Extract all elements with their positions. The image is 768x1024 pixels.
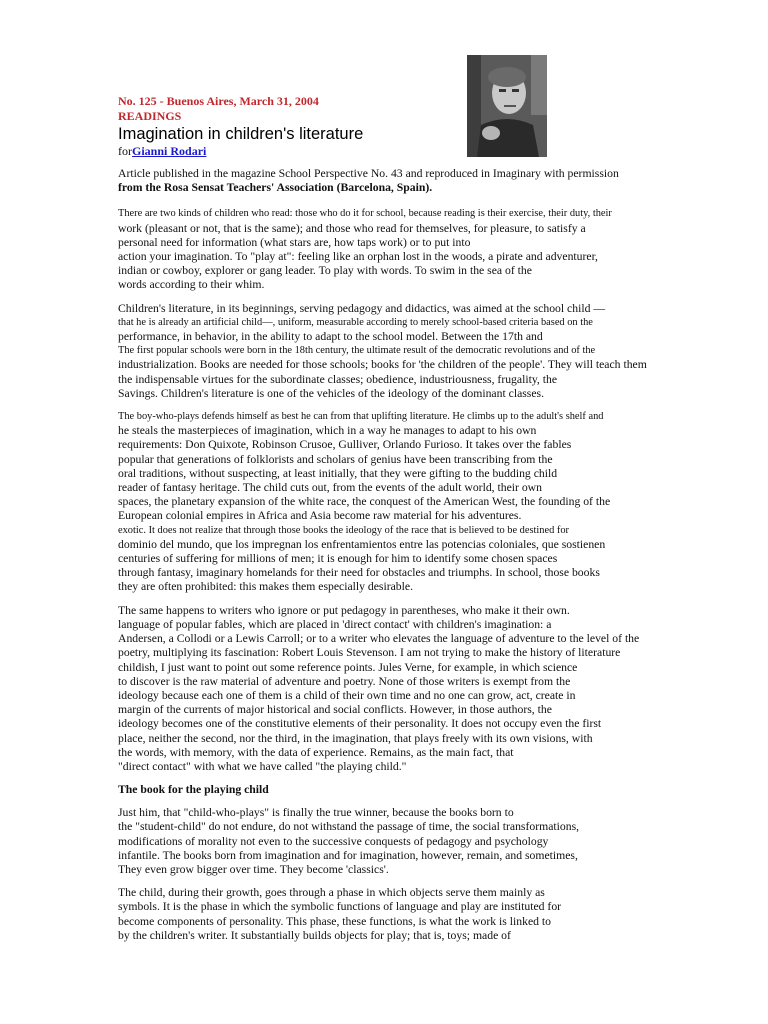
- paragraph-line: "direct contact" with what we have called "the playing child.": [118, 759, 407, 773]
- paragraph-line: work (pleasant or not, that is the same); and those who read for themselves, for pleasure, to satisfy a: [118, 221, 586, 235]
- article-body: [118, 167, 658, 952]
- paragraph: [118, 207, 658, 292]
- intro-note: [118, 167, 658, 195]
- paragraph-line: childish, I just want to point out some reference points. Jules Verne, for example, in which science: [118, 660, 578, 674]
- paragraph-line: The first popular schools were born in the 18th century, the ultimate result of the democratic revolutions and of the: [118, 345, 596, 357]
- paragraph-line: margin of the currents of major historical and social conflicts. However, in those authors, the: [118, 703, 552, 717]
- paragraph-line: There are two kinds of children who read: those who do it for school, because reading is their exercise, their duty, their: [118, 208, 612, 220]
- paragraph-line: personal need for information (what stars are, how taps work) or to put into: [118, 235, 471, 249]
- issue-line: No. 125 - Buenos Aires, March 31, 2004: [118, 94, 319, 108]
- author-link[interactable]: Gianni Rodari: [132, 144, 207, 158]
- paragraph-line: Children's literature, in its beginnings, serving pedagogy and didactics, was aimed at the school child —: [118, 301, 606, 315]
- paragraph: [118, 302, 658, 401]
- paragraph-line: they are often prohibited: this makes them especially desirable.: [118, 580, 414, 594]
- paragraph-line: action your imagination. To "play at": feeling like an orphan lost in the woods, a pirate and adventurer,: [118, 250, 598, 264]
- paragraph-line: performance, in behavior, in the ability to adapt to the school model. Between the 17th and: [118, 330, 543, 344]
- paragraph-line: poetry, multiplying its fascination: Robert Louis Stevenson. I am not trying to make the history of literature: [118, 646, 621, 660]
- intro-line: Article published in the magazine School Perspective No. 43 and reproduced in Imaginary with permission: [118, 167, 619, 180]
- paragraph: [118, 604, 658, 774]
- paragraph-line: oral traditions, without suspecting, at least initially, that they were gifting to the budding child: [118, 466, 558, 480]
- paragraph-line: modifications of morality not even to the successive conquests of pedagogy and psychology: [118, 834, 549, 848]
- paragraph-line: through fantasy, imaginary homelands for their need for obstacles and triumphs. In school, those books: [118, 566, 600, 580]
- section-label: READINGS: [118, 109, 182, 123]
- intro-line-bold: from the Rosa Sensat Teachers' Association (Barcelona, Spain).: [118, 181, 433, 195]
- paragraph-line: he steals the masterpieces of imagination, which in a way he manages to adapt to his own: [118, 424, 537, 438]
- paragraph-line: language of popular fables, which are placed in 'direct contact' with children's imagination: a: [118, 617, 552, 631]
- paragraph-line: spaces, the planetary expansion of the white race, the conquest of the American West, the founding of the: [118, 495, 611, 509]
- article-title: Imagination in children's literature: [118, 125, 364, 143]
- paragraph-line: infantile. The books born from imagination and for imagination, however, remain, and sometimes,: [118, 848, 578, 862]
- paragraph-line: ideology because each one of them is a child of their own time and no one can grow, act, create in: [118, 688, 576, 702]
- paragraph-line: Just him, that "child-who-plays" is finally the true winner, because the books born to: [118, 806, 514, 820]
- paragraph-line: Andersen, a Collodi or a Lewis Carroll; or to a writer who elevates the language of adventure to the level of the: [118, 632, 640, 646]
- paragraph-line: The boy-who-plays defends himself as best he can from that uplifting literature. He climbs up to the adult's shelf and: [118, 411, 604, 423]
- paragraph-line: ideology becomes one of the constitutive elements of their personality. It does not occupy even the first: [118, 717, 602, 731]
- paragraph: [118, 806, 658, 877]
- author-photo: [467, 55, 547, 157]
- paragraph-line: European colonial empires in Africa and Asia become raw material for his adventures.: [118, 509, 522, 523]
- paragraph-line: The same happens to writers who ignore or put pedagogy in parentheses, who make it their own.: [118, 603, 570, 617]
- paragraph-line: dominio del mundo, que los impregnan los enfrentamientos entre las potencias coloniales, que sostienen: [118, 537, 606, 551]
- paragraph-line: Savings. Children's literature is one of the vehicles of the ideology of the dominant classes.: [118, 386, 545, 400]
- paragraph-line: popular that generations of folklorists and scholars of genius have been transcribing from the: [118, 452, 553, 466]
- paragraph-line: the words, with memory, with the data of experience. Remains, as the main fact, that: [118, 745, 514, 759]
- paragraph-line: reader of fantasy heritage. The child cuts out, from the events of the adult world, their own: [118, 481, 542, 495]
- byline-prefix: for: [118, 144, 132, 158]
- paragraph-line: that he is already an artificial child—, uniform, measurable according to merely school-based criteria based on the: [118, 316, 593, 328]
- paragraph-line: They even grow bigger over time. They become 'classics'.: [118, 862, 389, 876]
- paragraph-line: exotic. It does not realize that through those books the ideology of the race that is believed to be destined for: [118, 524, 569, 536]
- paragraph-line: place, neither the second, nor the third, in the imagination, that plays freely with its own visions, with: [118, 731, 593, 745]
- paragraph-line: become components of personality. This phase, these functions, is what the work is linked to: [118, 914, 552, 928]
- portrait-image: [467, 55, 547, 157]
- paragraph-line: by the children's writer. It substantially builds objects for play; that is, toys; made of: [118, 928, 511, 942]
- article-header: [118, 94, 478, 158]
- paragraph-line: indian or cowboy, explorer or gang leader. To play with words. To swim in the sea of the: [118, 264, 532, 278]
- paragraph: [118, 886, 658, 943]
- paragraph-line: industrialization. Books are needed for those schools; books for 'the children of the people'. They will teach them: [118, 358, 647, 372]
- paragraph-line: The child, during their growth, goes through a phase in which objects serve them mainly as: [118, 886, 545, 900]
- paragraph-line: to discover is the raw material of adventure and poetry. None of those writers is exempt from the: [118, 674, 571, 688]
- paragraph-line: the "student-child" do not endure, do not withstand the passage of time, the social transformations,: [118, 820, 580, 834]
- paragraph-line: words according to their whim.: [118, 278, 265, 292]
- paragraph: [118, 410, 658, 595]
- paragraph-line: centuries of suffering for millions of men; it is enough for him to identify some chosen spaces: [118, 552, 558, 566]
- paragraph-line: requirements: Don Quixote, Robinson Crusoe, Gulliver, Orlando Furioso. It takes over the fables: [118, 438, 572, 452]
- paragraph-line: symbols. It is the phase in which the symbolic functions of language and play are instituted for: [118, 900, 562, 914]
- byline: [118, 144, 478, 158]
- subheading: The book for the playing child: [118, 783, 269, 797]
- paragraph-line: the indispensable virtues for the subordinate classes; obedience, industriousness, frugality, the: [118, 372, 558, 386]
